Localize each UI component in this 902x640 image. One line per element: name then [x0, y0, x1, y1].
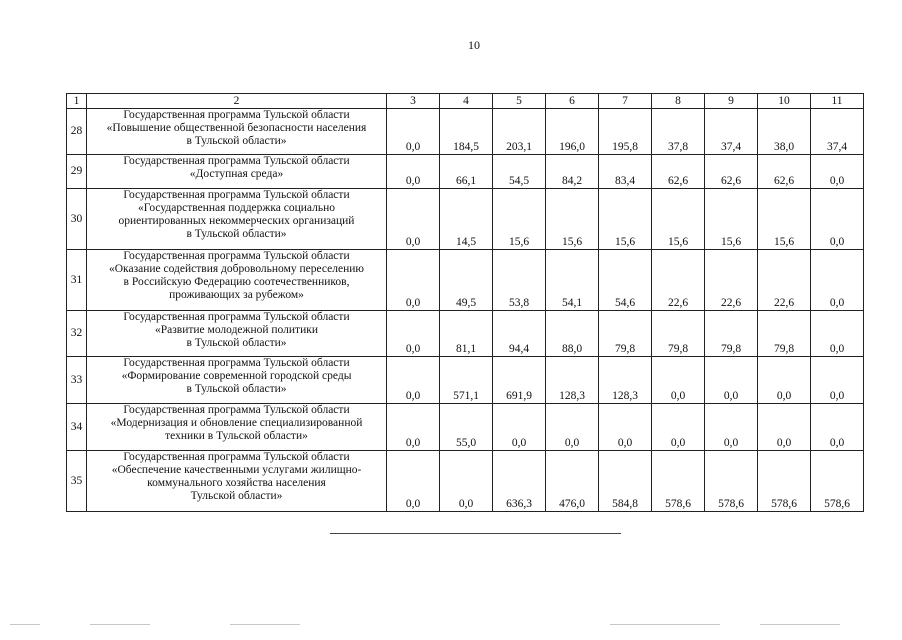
value-cell: 0,0	[387, 451, 440, 512]
value-cell: 22,6	[758, 250, 811, 311]
value-cell: 55,0	[440, 404, 493, 451]
value-cell: 54,5	[493, 155, 546, 189]
header-cell: 10	[758, 94, 811, 109]
table-row	[67, 189, 864, 250]
value-cell: 578,6	[811, 451, 864, 512]
value-cell: 0,0	[387, 404, 440, 451]
value-cell: 83,4	[599, 155, 652, 189]
program-name-line: Государственная программа Тульской области	[123, 357, 350, 369]
scan-artifact	[90, 624, 150, 625]
program-name-line: Государственная программа Тульской области	[123, 404, 350, 416]
value-cell: 196,0	[546, 109, 599, 155]
program-name	[87, 451, 387, 512]
value-cell: 0,0	[705, 357, 758, 404]
value-cell: 37,4	[705, 109, 758, 155]
program-name-line: Государственная программа Тульской области	[123, 311, 350, 323]
value-cell: 54,1	[546, 250, 599, 311]
program-name-line: коммунального хозяйства населения	[147, 477, 326, 489]
value-cell: 0,0	[758, 404, 811, 451]
table-row	[67, 250, 864, 311]
program-name-line: «Оказание содействия добровольному переселению	[109, 263, 364, 275]
value-cell: 15,6	[758, 189, 811, 250]
header-cell: 11	[811, 94, 864, 109]
value-cell: 0,0	[599, 404, 652, 451]
value-cell: 38,0	[758, 109, 811, 155]
value-cell: 195,8	[599, 109, 652, 155]
program-name-line: «Развитие молодежной политики	[155, 324, 318, 336]
program-name-line: Государственная программа Тульской области	[123, 250, 350, 262]
value-cell: 203,1	[493, 109, 546, 155]
program-name-line: в Тульской области»	[186, 383, 287, 395]
program-name-line: в Тульской области»	[186, 135, 287, 147]
row-number: 28	[67, 109, 87, 155]
value-cell: 128,3	[546, 357, 599, 404]
program-name-line: Государственная программа Тульской области	[123, 155, 350, 167]
value-cell: 79,8	[599, 311, 652, 357]
row-number: 35	[67, 451, 87, 512]
program-name	[87, 189, 387, 250]
header-cell: 9	[705, 94, 758, 109]
value-cell: 0,0	[652, 357, 705, 404]
value-cell: 37,8	[652, 109, 705, 155]
row-number: 30	[67, 189, 87, 250]
header-cell: 6	[546, 94, 599, 109]
value-cell: 0,0	[811, 311, 864, 357]
value-cell: 79,8	[705, 311, 758, 357]
program-name-line: в Тульской области»	[186, 228, 287, 240]
scan-artifact	[10, 624, 40, 625]
program-name-line: «Обеспечение качественными услугами жилищно-	[111, 464, 362, 476]
value-cell: 0,0	[387, 250, 440, 311]
row-number: 34	[67, 404, 87, 451]
value-cell: 88,0	[546, 311, 599, 357]
program-name-line: Государственная программа Тульской области	[123, 189, 350, 201]
value-cell: 0,0	[811, 250, 864, 311]
header-cell: 1	[67, 94, 87, 109]
header-cell: 8	[652, 94, 705, 109]
value-cell: 79,8	[652, 311, 705, 357]
row-number: 31	[67, 250, 87, 311]
value-cell: 0,0	[387, 357, 440, 404]
value-cell: 578,6	[758, 451, 811, 512]
value-cell: 0,0	[811, 189, 864, 250]
header-cell: 4	[440, 94, 493, 109]
value-cell: 0,0	[652, 404, 705, 451]
scan-artifact	[760, 624, 840, 625]
value-cell: 81,1	[440, 311, 493, 357]
value-cell: 0,0	[546, 404, 599, 451]
value-cell: 14,5	[440, 189, 493, 250]
program-name-line: Государственная программа Тульской области	[123, 109, 350, 121]
value-cell: 62,6	[705, 155, 758, 189]
value-cell: 53,8	[493, 250, 546, 311]
value-cell: 54,6	[599, 250, 652, 311]
header-cell: 3	[387, 94, 440, 109]
budget-table	[66, 93, 864, 512]
program-name-line: «Повышение общественной безопасности населения	[106, 122, 367, 134]
program-name-line: в Российскую Федерацию соотечественников,	[123, 276, 350, 288]
value-cell: 476,0	[546, 451, 599, 512]
value-cell: 0,0	[493, 404, 546, 451]
value-cell: 66,1	[440, 155, 493, 189]
value-cell: 84,2	[546, 155, 599, 189]
program-name-line: техники в Тульской области»	[165, 430, 308, 442]
header-cell: 7	[599, 94, 652, 109]
program-name-line: «Государственная поддержка социально	[137, 202, 335, 214]
program-name	[87, 155, 387, 189]
scan-artifact	[610, 624, 720, 625]
row-number: 33	[67, 357, 87, 404]
value-cell: 15,6	[652, 189, 705, 250]
value-cell: 62,6	[652, 155, 705, 189]
program-name-line: Тульской области»	[190, 490, 283, 502]
header-cell: 2	[87, 94, 387, 109]
program-name-line: «Формирование современной городской среды	[121, 370, 352, 382]
table-row	[67, 109, 864, 155]
value-cell: 15,6	[546, 189, 599, 250]
row-number: 32	[67, 311, 87, 357]
row-number: 29	[67, 155, 87, 189]
value-cell: 79,8	[758, 311, 811, 357]
closing-rule	[330, 533, 621, 534]
value-cell: 636,3	[493, 451, 546, 512]
value-cell: 15,6	[599, 189, 652, 250]
program-name-line: проживающих за рубежом»	[169, 289, 304, 301]
header-cell: 5	[493, 94, 546, 109]
table-header-row	[67, 94, 864, 109]
value-cell: 0,0	[705, 404, 758, 451]
program-name	[87, 109, 387, 155]
table-row	[67, 357, 864, 404]
program-name-line: ориентированных некоммерческих организаций	[118, 215, 355, 227]
value-cell: 578,6	[652, 451, 705, 512]
value-cell: 15,6	[705, 189, 758, 250]
value-cell: 0,0	[387, 311, 440, 357]
value-cell: 0,0	[440, 451, 493, 512]
value-cell: 0,0	[387, 189, 440, 250]
program-name	[87, 404, 387, 451]
value-cell: 0,0	[387, 155, 440, 189]
value-cell: 691,9	[493, 357, 546, 404]
value-cell: 94,4	[493, 311, 546, 357]
value-cell: 571,1	[440, 357, 493, 404]
scan-artifact	[230, 624, 300, 625]
value-cell: 22,6	[705, 250, 758, 311]
program-name-line: Государственная программа Тульской области	[123, 451, 350, 463]
program-name	[87, 250, 387, 311]
value-cell: 62,6	[758, 155, 811, 189]
value-cell: 37,4	[811, 109, 864, 155]
table-row	[67, 311, 864, 357]
value-cell: 128,3	[599, 357, 652, 404]
value-cell: 15,6	[493, 189, 546, 250]
value-cell: 0,0	[758, 357, 811, 404]
program-name-line: «Доступная среда»	[189, 168, 284, 180]
value-cell: 0,0	[387, 109, 440, 155]
value-cell: 22,6	[652, 250, 705, 311]
value-cell: 184,5	[440, 109, 493, 155]
program-name	[87, 311, 387, 357]
page-number: 10	[468, 38, 480, 52]
table-row	[67, 155, 864, 189]
value-cell: 0,0	[811, 357, 864, 404]
value-cell: 578,6	[705, 451, 758, 512]
table-row	[67, 451, 864, 512]
table-row	[67, 404, 864, 451]
value-cell: 584,8	[599, 451, 652, 512]
program-name-line: в Тульской области»	[186, 337, 287, 349]
program-name-line: «Модернизация и обновление специализированной	[110, 417, 363, 429]
value-cell: 0,0	[811, 155, 864, 189]
value-cell: 0,0	[811, 404, 864, 451]
program-name	[87, 357, 387, 404]
value-cell: 49,5	[440, 250, 493, 311]
